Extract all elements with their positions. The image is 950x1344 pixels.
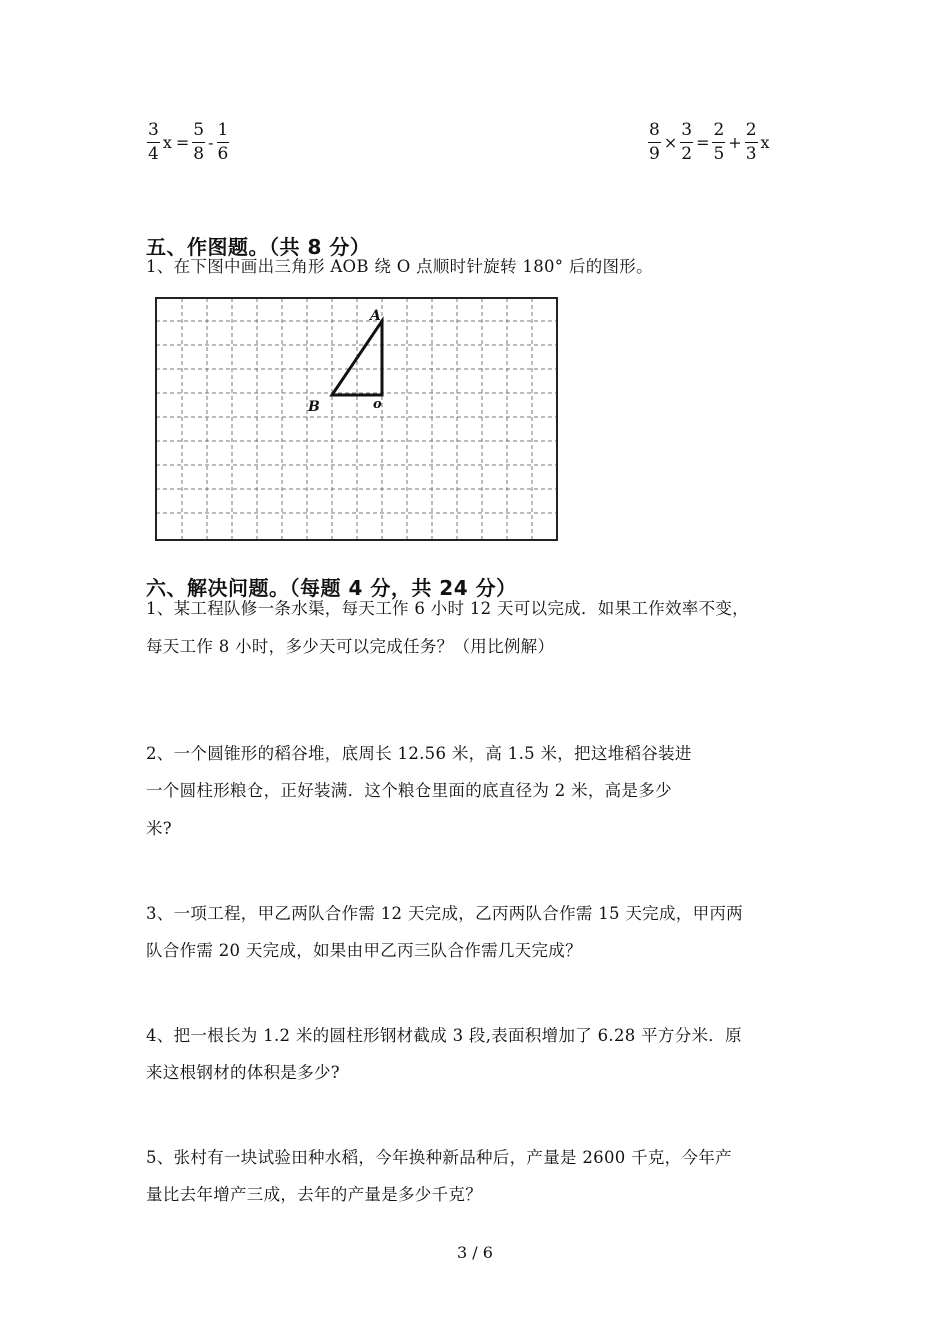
question-2-line-2: 一个圆柱形粮仓，正好装满．这个粮仓里面的底直径为 2 米，高是多少 bbox=[146, 781, 672, 800]
grid-figure bbox=[154, 296, 560, 542]
equation-left: $\frac{3}{4}$ x = $\frac{5}{8}$ - $\frac{1}{6}$ bbox=[148, 120, 229, 164]
grid-lines bbox=[156, 298, 557, 540]
question-1-line-1: 1、某工程队修一条水渠，每天工作 6 小时 12 天可以完成．如果工作效率不变， bbox=[146, 599, 749, 618]
question-5-line-2: 量比去年增产三成，去年的产量是多少千克？ bbox=[146, 1185, 482, 1204]
fraction: $\frac{2}{3}$ bbox=[745, 120, 757, 164]
label-o: o bbox=[373, 397, 382, 412]
page-number: 3 / 6 bbox=[457, 1243, 493, 1262]
fraction: $\frac{3}{4}$ bbox=[148, 120, 159, 164]
fraction: $\frac{1}{6}$ bbox=[217, 120, 229, 164]
question-2-line-3: 米? bbox=[146, 819, 172, 838]
question-4-line-1: 4、把一根长为 1.2 米的圆柱形钢材截成 3 段,表面积增加了 6.28 平方分米．原 bbox=[146, 1026, 742, 1045]
question-1-line-2: 每天工作 8 小时，多少天可以完成任务？（用比例解） bbox=[146, 637, 555, 656]
label-b: B bbox=[308, 399, 320, 415]
equation-right: $\frac{8}{9}$ × $\frac{3}{2}$ = $\frac{2}{5}$ + $\frac{2}{3}$ x bbox=[649, 120, 770, 164]
section5-question-1: 1、在下图中画出三角形 AOB 绕 O 点顺时针旋转 180° 后的图形。 bbox=[146, 257, 653, 276]
fraction: $\frac{3}{2}$ bbox=[681, 120, 693, 164]
fraction: $\frac{2}{5}$ bbox=[713, 120, 725, 164]
section5-heading: 五、作图题。（共 8 分） bbox=[146, 235, 371, 259]
label-a: A bbox=[370, 308, 381, 324]
question-2-line-1: 2、一个圆锥形的稻谷堆，底周长 12.56 米，高 1.5 米，把这堆稻谷装进 bbox=[146, 744, 692, 763]
question-5-line-1: 5、张村有一块试验田种水稻，今年换种新品种后，产量是 2600 千克，今年产 bbox=[146, 1148, 732, 1167]
fraction: $\frac{8}{9}$ bbox=[649, 120, 660, 164]
fraction: $\frac{5}{8}$ bbox=[193, 120, 205, 164]
question-4-line-2: 来这根钢材的体积是多少? bbox=[146, 1063, 340, 1082]
question-3-line-1: 3、一项工程，甲乙两队合作需 12 天完成，乙丙两队合作需 15 天完成，甲丙两 bbox=[146, 904, 743, 923]
question-3-line-2: 队合作需 20 天完成，如果由甲乙丙三队合作需几天完成？ bbox=[146, 941, 582, 960]
section6-heading: 六、解决问题。（每题 4 分，共 24 分） bbox=[146, 576, 517, 600]
